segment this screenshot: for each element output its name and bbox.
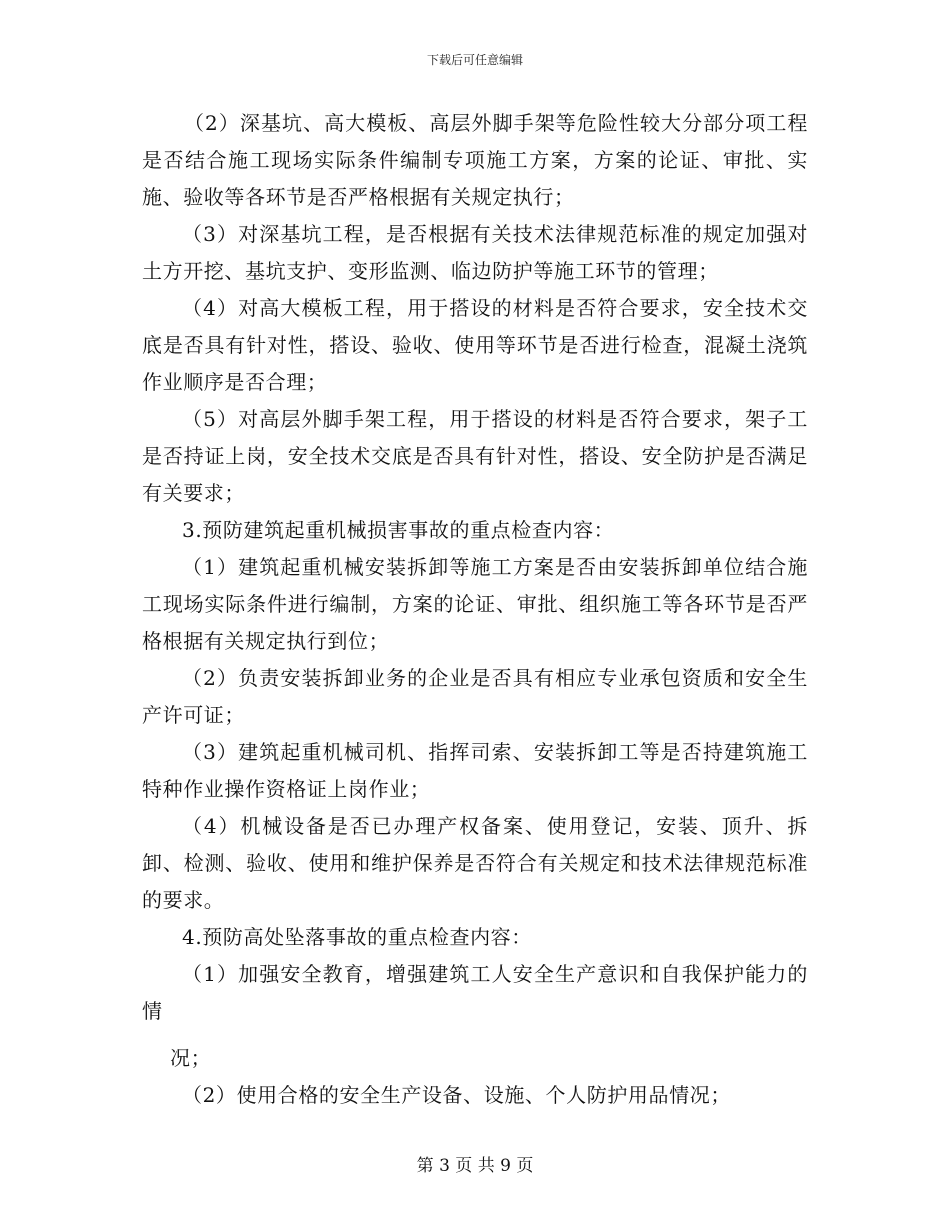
paragraph-crane-item-1: （1）建筑起重机械安装拆卸等施工方案是否由安装拆卸单位结合施工现场实际条件进行编制，方案的论证、审批、组织施工等各环节是否严格根据有关规定执行到位； (142, 555, 808, 653)
paragraph-item-4-high-formwork: （4）对高大模板工程，用于搭设的材料是否符合要求，安全技术交底是否具有针对性，搭设、验收、使用等环节是否进行检查，混凝土浇筑作业顺序是否合理； (142, 296, 808, 394)
document-body (142, 105, 808, 1114)
paragraph-crane-item-2: （2）负责安装拆卸业务的企业是否具有相应专业承包资质和安全生产许可证； (142, 666, 808, 727)
paragraph-item-3-deep-foundation: （3）对深基坑工程，是否根据有关技术法律规范标准的规定加强对土方开挖、基坑支护、变形监测、临边防护等施工环节的管理； (142, 222, 808, 283)
page-header: 下载后可任意编辑 (426, 53, 523, 67)
section-heading-crane-accidents: 3.预防建筑起重机械损害事故的重点检查内容： (182, 518, 615, 542)
paragraph-crane-item-4: （4）机械设备是否已办理产权备案、使用登记，安装、顶升、拆卸、检测、验收、使用和维护保养是否符合有关规定和技术法律规范标准的要求。 (142, 814, 808, 912)
section-heading-fall-accidents: 4.预防高处坠落事故的重点检查内容： (182, 925, 532, 949)
paragraph-item-2-dangerous-projects: （2）深基坑、高大模板、高层外脚手架等危险性较大分部分项工程是否结合施工现场实际条件编制专项施工方案，方案的论证、审批、实施、验收等各环节是否严格根据有关规定执行； (142, 111, 808, 209)
paragraph-item-5-scaffold: （5）对高层外脚手架工程，用于搭设的材料是否符合要求，架子工是否持证上岗，安全技术交底是否具有针对性，搭设、安全防护是否满足有关要求； (142, 407, 808, 505)
page-footer-page-number: 第 3 页 共 9 页 (416, 1156, 534, 1176)
paragraph-fall-item-1: （1）加强安全教育，增强建筑工人安全生产意识和自我保护能力的情 (142, 962, 808, 1023)
paragraph-crane-item-3: （3）建筑起重机械司机、指挥司索、安装拆卸工等是否持建筑施工特种作业操作资格证上岗作业； (142, 740, 808, 801)
paragraph-fall-item-2: （2）使用合格的安全生产设备、设施、个人防护用品情况； (182, 1083, 731, 1107)
paragraph-fall-item-1-continuation: 况； (170, 1046, 212, 1070)
